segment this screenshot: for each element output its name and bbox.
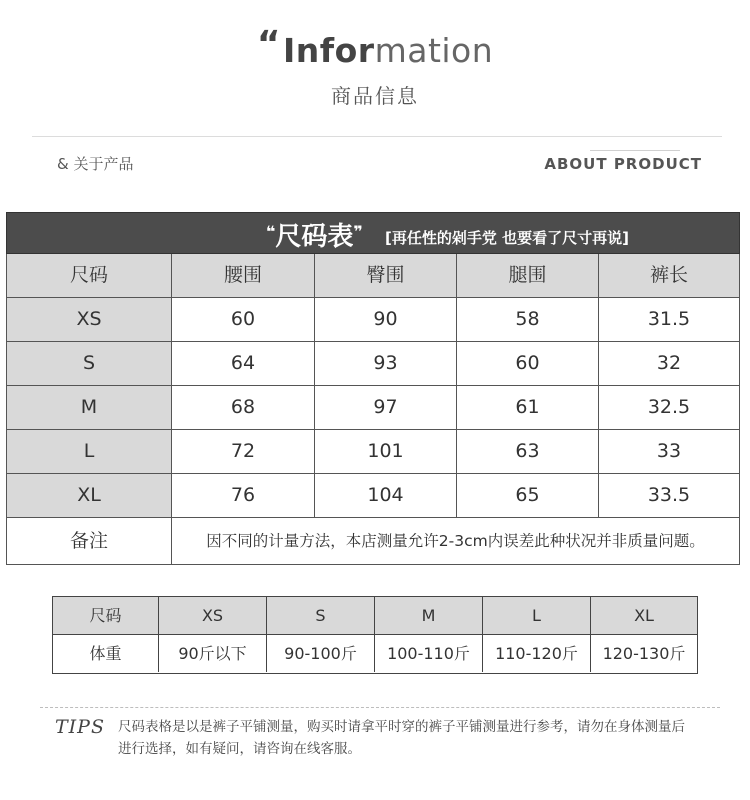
weight-table [52,596,698,674]
size-cell: XS [7,298,172,341]
table-cell: 104 [315,474,457,517]
note-text: 因不同的计量方法，本店测量允许2-3cm内误差此种状况并非质量问题。 [206,532,705,550]
table-cell: 101 [315,430,457,473]
tips-label: TIPS [55,716,105,738]
table-row [7,386,739,430]
table-row [7,474,739,518]
table-cell: 90斤以下 [159,635,267,672]
table-cell: 32 [656,352,682,374]
table-cell: 64 [172,342,315,385]
table-header-row [7,254,739,298]
table-cell: 32.5 [647,396,691,418]
size-chart-title: ❝尺码表❞ [266,222,363,252]
size-table [6,254,740,565]
sparkle-icon: ❝ [266,222,276,241]
title-light: mation [374,31,494,70]
size-cell: XL [7,474,172,517]
table-cell: 31.5 [647,308,691,330]
table-row [7,342,739,386]
note-row [7,518,739,565]
information-title [0,24,750,71]
sparkle-icon: ❞ [353,222,363,241]
table-cell: 93 [315,342,457,385]
title-bold: Infor [283,31,375,70]
table-row [7,430,739,474]
table-cell: 体重 [53,635,159,672]
header-cell: 裤长 [599,254,739,297]
weight-row [53,635,697,673]
dashed-divider [40,707,720,708]
table-cell: 60 [457,342,599,385]
header-cell: 尺码 [7,254,172,297]
divider-short [590,150,680,151]
table-cell: 90-100斤 [267,635,375,672]
information-subtitle: 商品信息 [331,84,419,108]
table-cell: 120-130斤 [602,644,686,663]
about-label-en: ABOUT PRODUCT [544,155,702,173]
tips-text: 尺码表格是以是裤子平铺测量，购买时请拿平时穿的裤子平铺测量进行参考，请勿在身体测量后进行选择，如有疑问，请咨询在线客服。 [118,719,685,757]
table-cell: 68 [172,386,315,429]
table-cell: 33 [656,440,682,462]
about-label-cn: & 关于产品 [57,155,134,173]
size-cell: M [7,386,172,429]
quote-mark: “ [256,24,281,65]
size-chart-subtitle: [再任性的剁手党 也要看了尺寸再说] [385,229,629,247]
table-cell: 97 [315,386,457,429]
header-cell: L [483,597,591,634]
size-chart-banner [6,212,740,254]
table-cell: 90 [315,298,457,341]
table-cell: 33.5 [647,484,691,506]
header-cell: M [375,597,483,634]
header-cell: XS [159,597,267,634]
table-cell: 76 [172,474,315,517]
header-cell: 臀围 [315,254,457,297]
size-cell: S [7,342,172,385]
header-cell: 腿围 [457,254,599,297]
table-cell: 100-110斤 [375,635,483,672]
table-row [7,298,739,342]
table-cell: 72 [172,430,315,473]
table-cell: 63 [457,430,599,473]
header-cell: XL [591,597,697,634]
note-label: 备注 [7,518,172,564]
header-cell: 尺码 [53,597,159,634]
table-cell: 65 [457,474,599,517]
divider [32,136,722,137]
weight-header-row [53,597,697,635]
header-cell: 腰围 [172,254,315,297]
table-cell: 58 [457,298,599,341]
header-cell: S [267,597,375,634]
table-cell: 61 [457,386,599,429]
table-cell: 60 [172,298,315,341]
size-cell: L [7,430,172,473]
table-cell: 110-120斤 [483,635,591,672]
